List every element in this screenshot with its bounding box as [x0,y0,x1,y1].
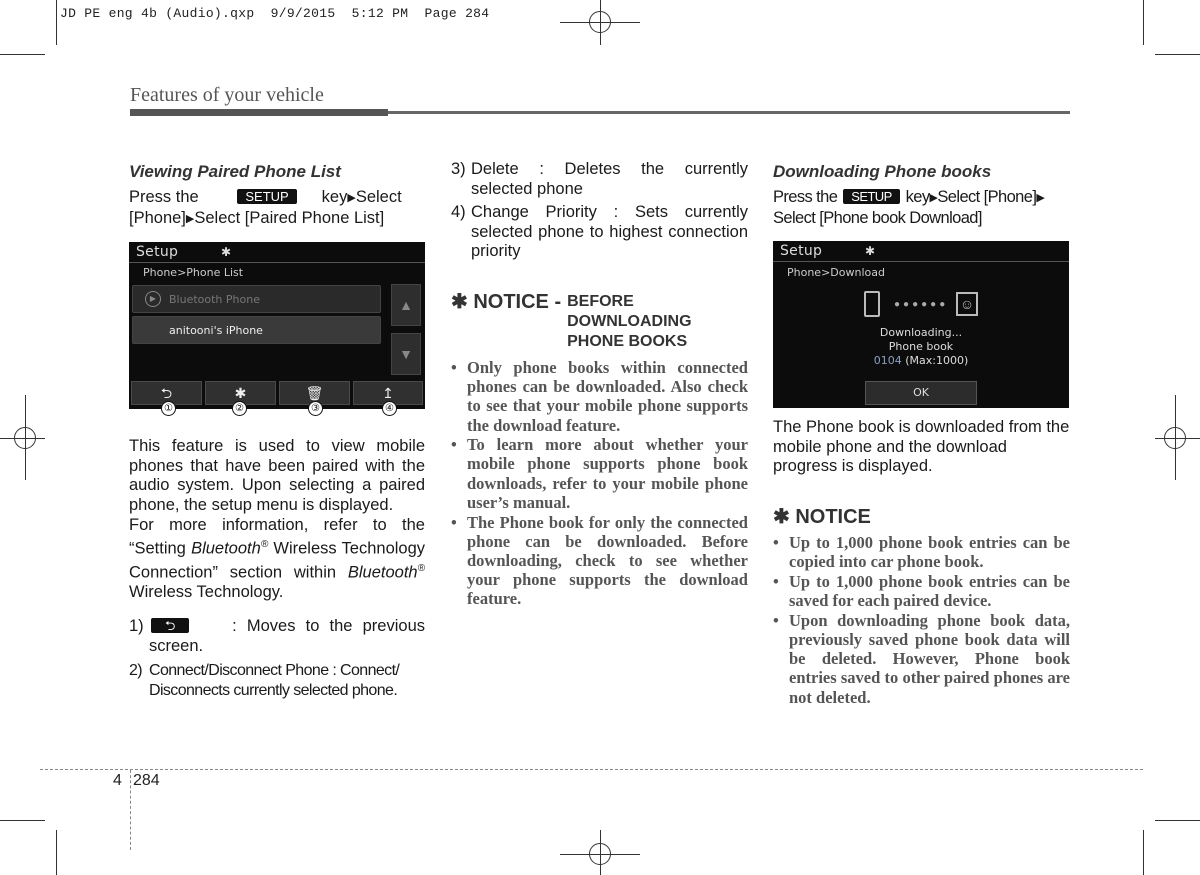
connect-disconnect-button[interactable]: ✱ [205,381,276,405]
bullet-item: • Up to 1,000 phone book entries can be copied into car phone book. [773,533,1070,571]
progress-dots: ●●●●●● [894,299,949,311]
item-number: 2) [129,662,143,680]
list-item[interactable] [132,285,381,313]
page-number: 284 [133,772,160,789]
download-screen [773,241,1069,408]
list-item[interactable] [132,316,381,344]
text-fragment: For more information, refer to the “Setting [129,515,425,558]
print-slug: JD PE eng 4b (Audio).qxp 9/9/2015 5:12 PM Page 284 [60,6,490,21]
title-divider [129,262,425,263]
screen-path: Phone>Download [787,266,885,280]
notice-label: NOTICE [795,505,871,528]
footer-divider [130,770,131,850]
crop-mark [0,820,45,821]
count-value: 0104 [873,354,902,368]
status-text: Phone book [888,340,954,354]
registration-line [0,438,45,439]
phone-icon [864,291,880,317]
arrow-icon: ▶ [929,192,938,204]
bullet-item: • Upon downloading phone book data, previously saved phone book data will be deleted. However, Phone book entries saved to other paired phones are not deleted. [773,611,1070,707]
column-middle [451,160,748,609]
crop-mark [1155,54,1200,55]
notice-heading [773,504,1070,529]
back-button[interactable]: ⮌ [131,381,202,405]
item-text: Delete : Deletes the currently selected phone [471,160,748,198]
screen-title: Setup [780,243,823,260]
text-bluetooth: Bluetooth [191,539,261,558]
notice-star-icon: ✱ [451,290,468,313]
numbered-item [129,617,425,656]
text-bluetooth: Bluetooth [347,563,418,582]
max-value: (Max:1000) [905,354,969,368]
bluetooth-icon: ✱ [865,244,876,259]
arrow-icon: ▶ [347,192,356,204]
registration-line [600,830,601,875]
status-text: Downloading... [879,326,963,340]
title-divider [773,261,1069,262]
screen-path: Phone>Phone List [143,266,244,280]
notice-subtitle-line: BEFORE [567,292,634,310]
header-rule-accent [130,109,388,116]
text-key: key [905,188,930,206]
play-icon: ▶ [145,291,161,307]
crop-mark [56,830,57,875]
numbered-item [451,203,748,262]
subheading: Viewing Paired Phone List [129,162,341,181]
setup-key-badge: SETUP [843,189,899,204]
notice-subtitle-line: PHONE BOOKS [567,332,688,350]
section-title: Features of your vehicle [130,84,324,106]
column-left [129,160,425,700]
notice-bullet-list [451,358,748,609]
column-right [773,160,1070,707]
text-press-the: Press the [773,188,838,206]
notice-heading [451,289,748,352]
footer-rule [40,769,1143,770]
registered-mark: ® [417,563,425,575]
callout-2: ② [232,401,247,416]
bullet-item: • Only phone books within connected phones can be downloaded. Also check to see that your mobile phone supports the download feature. [451,358,748,435]
bluetooth-icon: ✱ [221,245,232,260]
text-key: key [321,188,348,206]
paragraph: The Phone book is downloaded from the mobile phone and the download progress is displayed. [773,418,1070,476]
text-select: Select [Phone] [937,188,1037,206]
paired-phone-list-screen [129,242,425,409]
callout-3: ③ [308,401,323,416]
subheading: Downloading Phone books [773,162,992,181]
text-fragment: Wireless Technology. [129,583,284,602]
scroll-down-button[interactable]: ▼ [391,333,421,375]
registration-line [600,0,601,45]
chapter-number: 4 [113,772,122,789]
registration-line [25,395,26,480]
notice-bullet-list [773,533,1070,707]
list-item-label: anitooni's iPhone [169,324,263,338]
item-number: 4) [451,203,466,222]
arrow-icon: ▶ [185,212,195,225]
text-path-2: Select [Paired Phone List] [194,208,385,227]
item-text: Change Priority : Sets currently selected phone to highest connection priority [471,203,748,261]
item-text: Connect/Disconnect Phone : Connect/ Disconnects currently selected phone. [149,662,400,699]
change-priority-button[interactable]: ↥ [353,381,423,405]
text-path: Select [Phone book Download] [773,208,982,227]
item-text: : Moves to the previous screen. [149,616,425,655]
instruction-text [773,188,1070,228]
crop-mark [1155,820,1200,821]
text-select: Select [355,188,402,206]
text-fragment: Wireless Technology Connection” section within [129,539,426,582]
notice-label: NOTICE - [473,290,562,313]
back-key-badge: ⮌ [151,618,189,633]
callout-1: ① [161,401,176,416]
bullet-item: • Up to 1,000 phone book entries can be saved for each paired device. [773,572,1070,610]
numbered-item [129,661,425,700]
registration-line [1155,438,1200,439]
download-count [773,354,1069,367]
arrow-icon: ▶ [1036,192,1045,204]
crop-mark [56,0,57,45]
setup-key-badge: SETUP [237,189,296,204]
text-press-the: Press the [129,188,199,206]
item-number: 3) [451,160,466,178]
notice-subtitle-line: DOWNLOADING [567,312,692,330]
notice-star-icon: ✱ [773,505,790,528]
ok-button[interactable]: OK [865,381,977,405]
list-item-label: Bluetooth Phone [169,293,260,307]
paragraph: This feature is used to view mobile phones that have been paired with the audio system. Upon selecting a paired phone, the setup menu is displayed. [129,437,425,514]
bullet-item: • To learn more about whether your mobile phone supports phone book downloads, refer to your mobile phone user’s manual. [451,435,748,512]
callout-4: ④ [382,401,397,416]
instruction-text [129,188,425,229]
crop-mark [0,54,45,55]
scroll-up-button[interactable]: ▲ [391,284,421,326]
registration-line [1175,395,1176,480]
registered-mark: ® [260,539,269,551]
notice-subtitle [567,292,691,352]
contact-icon: ☺ [956,292,978,316]
bullet-item: • The Phone book for only the connected phone can be downloaded. Before downloading, check to see whether your phone supports the download feature. [451,513,748,609]
delete-button[interactable]: 🗑 [279,381,350,405]
crop-mark [1143,830,1144,875]
crop-mark [1143,0,1144,45]
text-path: [Phone] [129,208,186,227]
paragraph [129,516,425,603]
item-number: 1) [129,616,144,635]
numbered-item [451,160,748,199]
screen-title: Setup [136,244,179,261]
